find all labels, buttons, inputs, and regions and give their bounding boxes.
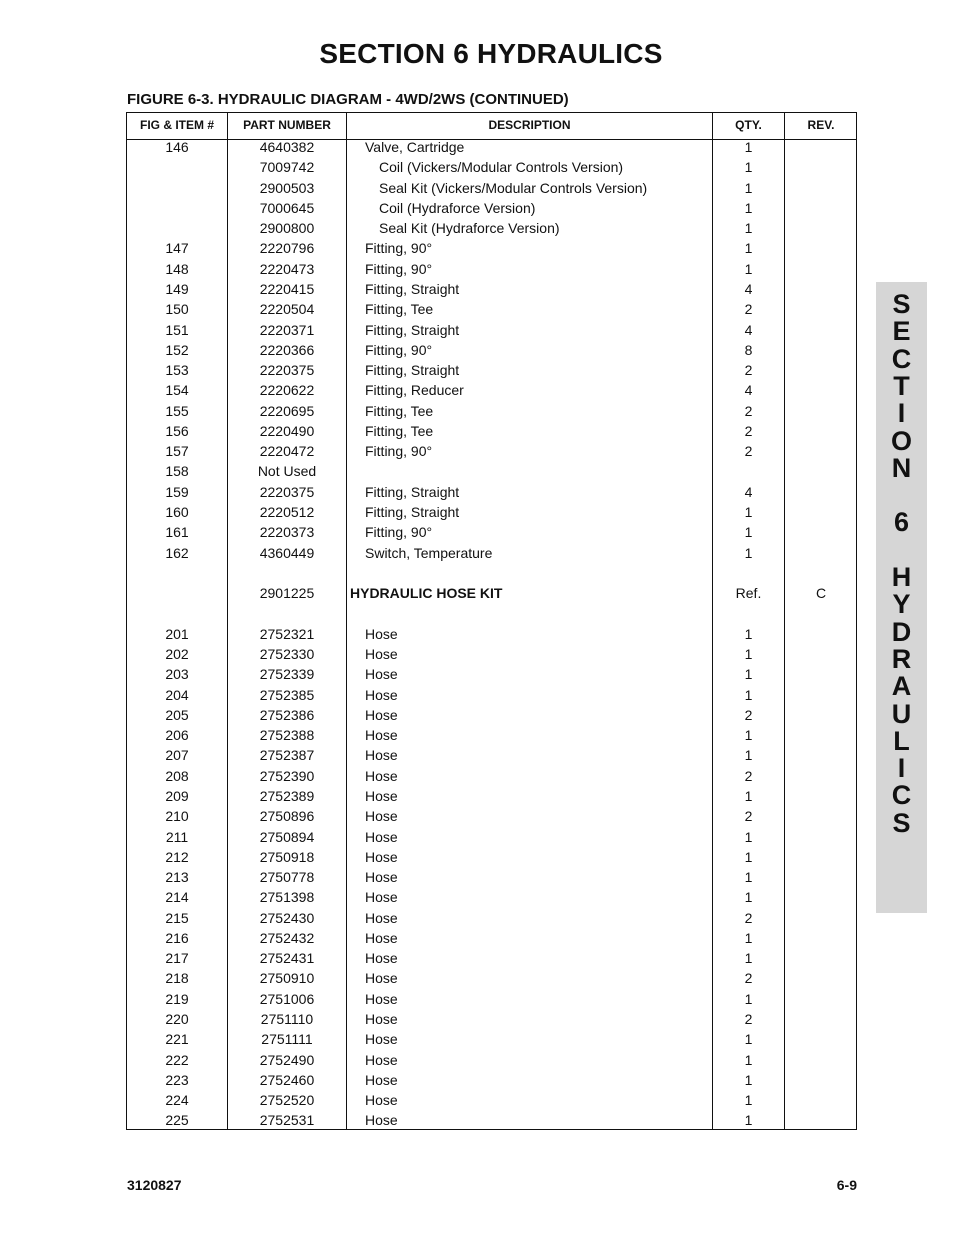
description-cell: Hose	[365, 727, 398, 744]
part-number-cell: 2750896	[259, 808, 315, 825]
table-row	[127, 1029, 856, 1049]
description-cell: Fitting, Tee	[365, 402, 434, 419]
part-number-cell: 2750894	[259, 828, 315, 845]
table-row	[127, 685, 856, 705]
table-row	[127, 968, 856, 988]
fig-item-cell: 157	[165, 443, 189, 460]
fig-item-cell: 218	[165, 970, 189, 987]
description-cell: Fitting, 90°	[365, 240, 433, 257]
fig-item-cell: 147	[165, 240, 189, 257]
side-tab-letter: A	[891, 671, 912, 702]
table-row	[127, 482, 856, 502]
parts-table	[126, 112, 857, 1130]
table-row	[127, 745, 856, 765]
fig-item-cell: 158	[165, 463, 189, 480]
table-header	[127, 113, 856, 140]
table-row	[127, 380, 856, 400]
part-number-cell: 2752520	[259, 1092, 315, 1109]
description-cell: Fitting, 90°	[365, 260, 433, 277]
description-cell: Hose	[365, 1112, 398, 1129]
fig-item-cell: 152	[165, 341, 189, 358]
figure-title: FIGURE 6-3. HYDRAULIC DIAGRAM - 4WD/2WS (CONTINUED)	[127, 91, 569, 108]
qty-cell: 1	[744, 1112, 753, 1129]
part-number-cell: 2220415	[259, 280, 315, 297]
table-row	[127, 1110, 856, 1130]
side-tab-letter: N	[891, 452, 912, 483]
table-row	[127, 867, 856, 887]
table-row	[127, 806, 856, 826]
table-row	[127, 401, 856, 421]
qty-cell: 4	[744, 280, 753, 297]
fig-item-cell: 208	[165, 767, 189, 784]
description-cell: Fitting, Straight	[365, 504, 460, 521]
qty-cell: 1	[744, 828, 753, 845]
qty-cell: 1	[744, 727, 753, 744]
part-number-cell: 2220512	[259, 504, 315, 521]
table-row	[127, 1090, 856, 1110]
header-fig-item: FIG & ITEM #	[139, 118, 214, 132]
section-side-tab	[876, 282, 927, 913]
table-row	[127, 887, 856, 907]
part-number-cell: 2752460	[259, 1071, 315, 1088]
description-cell: Hose	[365, 889, 398, 906]
table-row	[127, 948, 856, 968]
side-tab-letter: L	[893, 725, 910, 756]
description-cell: Hose	[365, 1071, 398, 1088]
fig-item-cell: 203	[165, 666, 189, 683]
part-number-cell: 2750918	[259, 848, 315, 865]
description-cell: Coil (Hydraforce Version)	[379, 199, 536, 216]
description-cell: Seal Kit (Vickers/Modular Controls Version)	[379, 179, 648, 196]
description-cell: Hose	[365, 808, 398, 825]
qty-cell: 1	[744, 889, 753, 906]
qty-cell: 1	[744, 504, 753, 521]
table-row	[127, 989, 856, 1009]
part-number-cell: 2750910	[259, 970, 315, 987]
table-row	[127, 928, 856, 948]
qty-cell: 2	[744, 767, 753, 784]
description-cell: Hose	[365, 646, 398, 662]
description-cell: Hose	[365, 1031, 398, 1048]
header-qty: QTY.	[735, 118, 762, 132]
table-row	[127, 279, 856, 299]
rev-cell: C	[815, 585, 827, 602]
description-cell: Hose	[365, 666, 398, 683]
qty-cell: 1	[744, 260, 753, 277]
qty-cell: 1	[744, 625, 753, 642]
qty-cell: 1	[744, 869, 753, 886]
fig-item-cell: 154	[165, 382, 189, 399]
fig-item-cell: 212	[165, 848, 189, 865]
qty-cell: 1	[744, 929, 753, 946]
qty-cell: 1	[744, 159, 753, 176]
description-cell: Fitting, Tee	[365, 301, 434, 318]
table-row	[127, 320, 856, 340]
fig-item-cell: 207	[165, 747, 189, 764]
description-cell: Hose	[365, 686, 398, 703]
side-tab-letter: D	[891, 616, 912, 647]
part-number-cell: 2751110	[260, 1011, 314, 1028]
part-number-cell: 2752389	[259, 787, 315, 804]
description-cell: Hose	[365, 625, 398, 642]
side-tab-letter: C	[891, 343, 912, 374]
table-row	[127, 299, 856, 319]
part-number-cell: 2752330	[259, 646, 315, 662]
fig-item-cell: 148	[165, 260, 189, 277]
fig-item-cell: 220	[165, 1011, 189, 1028]
description-cell: Fitting, 90°	[365, 524, 433, 541]
header-description: DESCRIPTION	[488, 118, 571, 132]
table-row	[127, 461, 856, 481]
qty-cell: 1	[744, 848, 753, 865]
qty-cell: 2	[744, 970, 753, 987]
description-cell: Switch, Temperature	[365, 544, 493, 561]
table-row	[127, 563, 856, 583]
description-cell: Fitting, Tee	[365, 422, 434, 439]
table-row	[127, 421, 856, 441]
table-row	[127, 908, 856, 928]
fig-item-cell: 221	[165, 1031, 189, 1048]
fig-item-cell: 161	[165, 524, 189, 541]
fig-item-cell: 213	[165, 869, 189, 886]
part-number-cell: 2752490	[259, 1051, 315, 1068]
fig-item-cell: 209	[165, 787, 189, 804]
table-row	[127, 827, 856, 847]
qty-cell: 2	[744, 706, 753, 723]
fig-item-cell: 223	[165, 1071, 189, 1088]
fig-item-cell: 224	[165, 1092, 189, 1109]
side-tab-letter: R	[891, 643, 912, 674]
description-cell: Fitting, Straight	[365, 280, 460, 297]
fig-item-cell: 211	[165, 828, 189, 845]
qty-cell: 1	[744, 240, 753, 257]
part-number-cell: 2752339	[259, 666, 315, 683]
qty-cell: 2	[744, 443, 753, 460]
part-number-cell: 2752431	[259, 950, 315, 967]
part-number-cell: 2220375	[259, 362, 315, 379]
qty-cell: 1	[744, 139, 753, 155]
part-number-cell: 2752388	[259, 727, 315, 744]
qty-cell: 1	[744, 686, 753, 703]
qty-cell: 1	[744, 1051, 753, 1068]
qty-cell: 1	[744, 524, 753, 541]
part-number-cell: 2220366	[259, 341, 315, 358]
part-number-cell: 4640382	[259, 139, 315, 155]
fig-item-cell: 151	[165, 321, 189, 338]
part-number-cell: 2220796	[259, 240, 315, 257]
table-row	[127, 1009, 856, 1029]
qty-cell: 1	[744, 199, 753, 216]
part-number-cell: 2900800	[259, 220, 315, 237]
fig-item-cell: 210	[165, 808, 189, 825]
table-row	[127, 847, 856, 867]
table-row	[127, 583, 856, 603]
fig-item-cell: 201	[165, 625, 189, 642]
side-tab-letter: I	[897, 398, 906, 429]
table-row	[127, 603, 856, 623]
description-cell: Hose	[365, 767, 398, 784]
part-number-cell: 2900503	[259, 179, 315, 196]
part-number-cell: 2220490	[259, 422, 315, 439]
description-cell: Hose	[365, 1011, 398, 1028]
fig-item-cell: 205	[165, 706, 189, 723]
qty-cell: 1	[744, 1071, 753, 1088]
qty-cell: 1	[744, 990, 753, 1007]
table-row	[127, 218, 856, 238]
part-number-cell: 2220472	[259, 443, 315, 460]
table-row	[127, 725, 856, 745]
qty-cell: 2	[744, 1011, 753, 1028]
description-cell: Hose	[365, 929, 398, 946]
description-cell: Hose	[365, 828, 398, 845]
part-number-cell: 2752430	[259, 909, 315, 926]
fig-item-cell: 160	[165, 504, 189, 521]
description-cell: Fitting, Straight	[365, 483, 460, 500]
side-tab-letter: H	[891, 562, 912, 592]
fig-item-cell: 215	[165, 909, 189, 926]
table-row	[127, 360, 856, 380]
qty-cell: 2	[744, 301, 753, 318]
section-title: SECTION 6 HYDRAULICS	[319, 38, 663, 69]
part-number-cell: 2751398	[259, 889, 315, 906]
part-number-cell: 2752531	[259, 1112, 315, 1129]
table-row	[127, 705, 856, 725]
table-row	[127, 522, 856, 542]
table-row	[127, 340, 856, 360]
qty-cell: 4	[744, 483, 753, 500]
side-tab-letter: Y	[892, 589, 911, 620]
qty-cell: 4	[744, 321, 753, 338]
description-cell: Hose	[365, 970, 398, 987]
table-row	[127, 157, 856, 177]
description-cell: Fitting, 90°	[365, 443, 433, 460]
fig-item-cell: 156	[165, 422, 189, 439]
table-row	[127, 644, 856, 664]
fig-item-cell: 146	[165, 139, 189, 155]
qty-cell: 2	[744, 362, 753, 379]
part-number-cell: 2752390	[259, 767, 315, 784]
part-number-cell: 2752387	[259, 747, 315, 764]
fig-item-cell: 155	[165, 402, 189, 419]
table-row	[127, 624, 856, 644]
description-cell: Valve, Cartridge	[365, 139, 465, 155]
table-row	[127, 259, 856, 279]
fig-item-cell: 153	[165, 362, 189, 379]
part-number-cell: 2752321	[259, 625, 315, 642]
side-tab-letter: T	[893, 370, 910, 401]
table-row	[127, 786, 856, 806]
part-number-cell: 2220373	[259, 524, 315, 541]
qty-cell: 1	[744, 666, 753, 683]
part-number-cell: 7009742	[259, 159, 315, 176]
description-cell: Fitting, Reducer	[365, 382, 464, 399]
side-tab-letter: O	[890, 425, 912, 456]
part-number-cell: 2751111	[261, 1031, 313, 1048]
side-tab-letter: C	[891, 780, 912, 811]
part-number-cell: 2220473	[259, 260, 315, 277]
table-row	[127, 664, 856, 684]
fig-item-cell: 150	[165, 301, 189, 318]
description-cell: Hose	[365, 869, 398, 886]
table-row	[127, 1050, 856, 1070]
description-cell: Hose	[365, 1051, 398, 1068]
qty-cell: 2	[744, 909, 753, 926]
qty-cell: 2	[744, 808, 753, 825]
description-cell: Hose	[365, 706, 398, 723]
fig-item-cell: 149	[165, 280, 189, 297]
description-cell: Hose	[365, 747, 398, 764]
side-tab-letter: I	[897, 753, 906, 784]
part-number-cell: 2901225	[259, 585, 315, 602]
table-row	[127, 1070, 856, 1090]
description-cell: Fitting, Straight	[365, 362, 460, 379]
qty-cell: 1	[744, 1092, 753, 1109]
part-number-cell: 2220622	[259, 382, 315, 399]
table-row	[127, 502, 856, 522]
table-row	[127, 137, 856, 157]
table-row	[127, 238, 856, 258]
fig-item-cell: 202	[165, 646, 189, 662]
qty-cell: 1	[744, 1031, 753, 1048]
table-row	[127, 766, 856, 786]
part-number-cell: 2220375	[259, 483, 315, 500]
side-tab-letter: 6	[893, 507, 910, 538]
fig-item-cell: 162	[165, 544, 189, 561]
fig-item-cell: 225	[165, 1112, 189, 1129]
fig-item-cell: 214	[165, 889, 189, 906]
description-cell: Hose	[365, 787, 398, 804]
part-number-cell: Not Used	[257, 463, 317, 480]
header-part-number: PART NUMBER	[243, 118, 331, 132]
part-number-cell: 2752386	[259, 706, 315, 723]
part-number-cell: 2752385	[259, 686, 315, 703]
qty-cell: 1	[744, 544, 753, 561]
qty-cell: Ref.	[735, 585, 762, 602]
table-row	[127, 543, 856, 563]
qty-cell: 4	[744, 382, 753, 399]
side-tab-letter: E	[892, 316, 911, 347]
fig-item-cell: 219	[165, 990, 189, 1007]
qty-cell: 1	[744, 179, 753, 196]
part-number-cell: 4360449	[259, 544, 315, 561]
description-cell: Hose	[365, 1092, 398, 1109]
qty-cell: 2	[744, 402, 753, 419]
qty-cell: 8	[744, 341, 753, 358]
part-number-cell: 2220371	[259, 321, 315, 338]
qty-cell: 2	[744, 422, 753, 439]
page-number: 6-9	[836, 1177, 857, 1193]
fig-item-cell: 217	[165, 950, 189, 967]
part-number-cell: 7000645	[259, 199, 315, 216]
side-tab-letter: S	[892, 289, 911, 319]
table-row	[127, 441, 856, 461]
part-number-cell: 2220504	[259, 301, 315, 318]
header-rev: REV.	[807, 118, 835, 132]
qty-cell: 1	[744, 747, 753, 764]
side-tab-letter: S	[892, 807, 911, 838]
part-number-cell: 2220695	[259, 402, 315, 419]
table-row	[127, 178, 856, 198]
fig-item-cell: 206	[165, 727, 189, 744]
qty-cell: 1	[744, 646, 753, 662]
description-cell: Fitting, Straight	[365, 321, 460, 338]
description-cell: Hose	[365, 950, 398, 967]
qty-cell: 1	[744, 220, 753, 237]
side-tab-letter: U	[891, 698, 912, 729]
part-number-cell: 2751006	[259, 990, 315, 1007]
qty-cell: 1	[744, 950, 753, 967]
fig-item-cell: 204	[165, 686, 189, 703]
part-number-cell: 2750778	[259, 869, 315, 886]
part-number-cell: 2752432	[259, 929, 315, 946]
description-cell: Hose	[365, 909, 398, 926]
description-cell: Hose	[365, 848, 398, 865]
fig-item-cell: 159	[165, 483, 189, 500]
description-cell: Fitting, 90°	[365, 341, 433, 358]
fig-item-cell: 222	[165, 1051, 189, 1068]
document-number: 3120827	[127, 1177, 182, 1193]
description-cell: HYDRAULIC HOSE KIT	[350, 585, 503, 602]
description-cell: Seal Kit (Hydraforce Version)	[379, 220, 560, 237]
qty-cell: 1	[744, 787, 753, 804]
description-cell: Coil (Vickers/Modular Controls Version)	[379, 159, 624, 176]
table-row	[127, 198, 856, 218]
description-cell: Hose	[365, 990, 398, 1007]
fig-item-cell: 216	[165, 929, 189, 946]
